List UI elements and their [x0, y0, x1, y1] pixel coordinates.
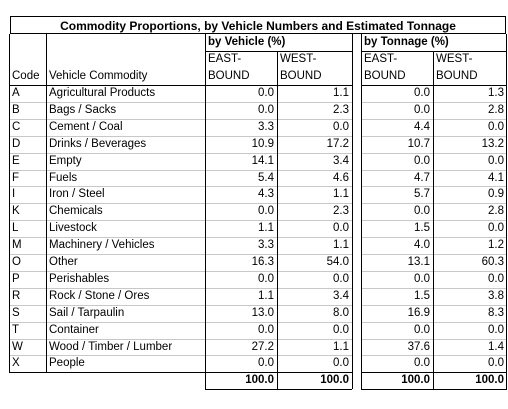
row-ton-east: 1.5 — [414, 289, 430, 302]
row-commodity: Container — [49, 323, 99, 336]
grid-line — [9, 355, 352, 356]
row-code: P — [12, 272, 20, 285]
grid-line — [9, 220, 352, 221]
row-veh-west: 8.0 — [333, 306, 349, 319]
column-header-commodity: Vehicle Commodity — [49, 70, 148, 82]
row-code: C — [12, 120, 21, 133]
row-commodity: Sail / Tarpaulin — [49, 306, 125, 319]
grid-line — [9, 322, 352, 323]
row-code: S — [12, 306, 20, 319]
grid-line — [361, 220, 507, 221]
row-code: I — [12, 188, 16, 201]
grid-line — [361, 271, 507, 272]
table-border — [361, 51, 507, 52]
grid-line — [9, 186, 352, 187]
row-commodity: Cement / Coal — [49, 120, 123, 133]
grid-line — [9, 237, 352, 238]
row-veh-west: 2.3 — [333, 103, 349, 116]
row-veh-east: 14.1 — [251, 154, 274, 167]
grid-line — [361, 339, 507, 340]
row-code: O — [12, 256, 21, 268]
row-code: F — [12, 171, 20, 184]
row-veh-east: 0.0 — [258, 323, 274, 336]
column-header-veh-east-line2: BOUND — [208, 70, 250, 82]
grid-line — [9, 203, 352, 204]
row-ton-east: 0.0 — [414, 154, 430, 167]
row-ton-east: 10.7 — [407, 137, 430, 150]
row-ton-east: 0.0 — [414, 103, 430, 116]
column-header-ton-east-line1: EAST- — [364, 53, 398, 65]
table-border — [361, 389, 507, 390]
table-border — [205, 389, 352, 390]
row-code: M — [12, 239, 22, 252]
total-veh-east: 100.0 — [245, 374, 274, 387]
table-border — [205, 51, 352, 52]
row-commodity: Wood / Timber / Lumber — [49, 340, 173, 353]
grid-line — [361, 322, 507, 323]
row-veh-west: 3.4 — [333, 289, 349, 302]
column-header-veh-east-line1: EAST- — [208, 53, 242, 65]
row-ton-west: 0.9 — [488, 188, 504, 201]
row-ton-west: 8.3 — [488, 306, 504, 319]
column-header-ton-west-line2: BOUND — [436, 70, 478, 82]
group-header-tonnage: by Tonnage (%) — [364, 36, 449, 48]
row-veh-west: 1.1 — [333, 188, 349, 201]
table-border — [277, 51, 278, 389]
row-ton-west: 60.3 — [481, 256, 504, 268]
row-ton-east: 0.0 — [414, 205, 430, 218]
row-commodity: Drinks / Beverages — [49, 137, 147, 150]
grid-line — [361, 203, 507, 204]
row-ton-west: 1.3 — [488, 87, 504, 99]
row-ton-west: 2.8 — [488, 103, 504, 116]
row-ton-east: 16.9 — [407, 306, 430, 319]
grid-line — [9, 339, 352, 340]
row-code: D — [12, 137, 21, 150]
grid-line — [361, 102, 507, 103]
column-header-code: Code — [12, 70, 40, 82]
row-ton-west: 2.8 — [488, 205, 504, 218]
row-ton-east: 1.5 — [414, 222, 430, 235]
grid-line — [361, 288, 507, 289]
row-code: B — [12, 103, 20, 116]
row-veh-east: 0.0 — [258, 87, 274, 99]
row-ton-west: 0.0 — [488, 357, 504, 370]
column-header-veh-west-line2: BOUND — [280, 70, 322, 82]
row-code: T — [12, 323, 20, 336]
row-code: A — [12, 87, 20, 99]
row-code: W — [12, 340, 23, 353]
row-veh-west: 0.0 — [333, 222, 349, 235]
grid-line — [9, 102, 352, 103]
row-commodity: Bags / Sacks — [49, 103, 117, 116]
row-ton-west: 13.2 — [481, 137, 504, 150]
row-commodity: Rock / Stone / Ores — [49, 289, 150, 302]
row-veh-east: 1.1 — [258, 289, 274, 302]
grid-line — [9, 305, 352, 306]
grid-line — [9, 136, 352, 137]
row-veh-west: 1.1 — [333, 340, 349, 353]
row-ton-east: 0.0 — [414, 272, 430, 285]
table-border — [352, 34, 353, 389]
grid-line — [361, 153, 507, 154]
row-veh-east: 0.0 — [258, 272, 274, 285]
grid-line — [9, 153, 352, 154]
row-commodity: Chemicals — [49, 205, 103, 218]
row-veh-west: 1.1 — [333, 239, 349, 252]
table-border — [205, 34, 206, 389]
row-ton-east: 0.0 — [414, 323, 430, 336]
row-ton-east: 5.7 — [414, 188, 430, 201]
row-ton-east: 4.0 — [414, 239, 430, 252]
column-header-ton-west-line1: WEST- — [436, 53, 473, 65]
row-ton-east: 13.1 — [407, 256, 430, 268]
row-veh-east: 10.9 — [251, 137, 274, 150]
table-border — [361, 85, 507, 86]
grid-line — [9, 170, 352, 171]
grid-line — [361, 136, 507, 137]
row-ton-west: 3.8 — [488, 289, 504, 302]
row-veh-west: 4.6 — [333, 171, 349, 184]
grid-line — [361, 237, 507, 238]
row-ton-east: 0.0 — [414, 357, 430, 370]
row-commodity: Machinery / Vehicles — [49, 239, 155, 252]
row-veh-west: 0.0 — [333, 323, 349, 336]
group-header-vehicle: by Vehicle (%) — [208, 36, 286, 48]
row-code: R — [12, 289, 21, 302]
row-ton-west: 4.1 — [488, 171, 504, 184]
total-veh-west: 100.0 — [320, 374, 349, 387]
row-ton-west: 0.0 — [488, 272, 504, 285]
grid-line — [361, 186, 507, 187]
row-code: L — [12, 222, 19, 235]
row-ton-east: 4.4 — [414, 120, 430, 133]
total-ton-west: 100.0 — [475, 374, 504, 387]
row-veh-east: 1.1 — [258, 222, 274, 235]
table-border — [506, 34, 507, 389]
row-ton-west: 0.0 — [488, 120, 504, 133]
row-veh-east: 16.3 — [251, 256, 274, 268]
row-veh-east: 0.0 — [258, 357, 274, 370]
row-veh-west: 0.0 — [333, 272, 349, 285]
table-border — [9, 372, 352, 373]
row-commodity: Perishables — [49, 272, 110, 285]
row-commodity: Empty — [49, 154, 82, 167]
row-ton-east: 4.7 — [414, 171, 430, 184]
table-border — [433, 51, 434, 389]
grid-line — [9, 119, 352, 120]
row-veh-west: 2.3 — [333, 205, 349, 218]
row-commodity: Livestock — [49, 222, 97, 235]
grid-line — [361, 305, 507, 306]
row-ton-west: 0.0 — [488, 154, 504, 167]
row-commodity: Iron / Steel — [49, 188, 105, 201]
row-commodity: Fuels — [49, 171, 78, 184]
row-veh-east: 0.0 — [258, 205, 274, 218]
row-code: X — [12, 357, 20, 370]
grid-line — [9, 271, 352, 272]
row-veh-east: 13.0 — [251, 306, 274, 319]
total-ton-east: 100.0 — [401, 374, 430, 387]
grid-line — [361, 170, 507, 171]
row-commodity: People — [49, 357, 85, 370]
row-veh-west: 0.0 — [333, 357, 349, 370]
row-ton-east: 0.0 — [414, 87, 430, 99]
table-border — [361, 372, 507, 373]
row-ton-west: 0.0 — [488, 222, 504, 235]
row-veh-west: 54.0 — [326, 256, 349, 268]
row-ton-west: 1.4 — [488, 340, 504, 353]
row-commodity: Other — [49, 256, 78, 268]
grid-line — [9, 254, 352, 255]
row-veh-east: 3.3 — [258, 239, 274, 252]
row-ton-east: 37.6 — [407, 340, 430, 353]
table-title: Commodity Proportions, by Vehicle Numbers and Estimated Tonnage — [10, 16, 506, 34]
table-border — [361, 34, 362, 389]
column-header-ton-east-line2: BOUND — [364, 70, 406, 82]
row-code: K — [12, 205, 20, 218]
row-veh-west: 0.0 — [333, 120, 349, 133]
row-veh-east: 0.0 — [258, 103, 274, 116]
row-code: E — [12, 154, 20, 167]
row-veh-west: 17.2 — [326, 137, 349, 150]
row-ton-west: 1.2 — [488, 239, 504, 252]
grid-line — [361, 355, 507, 356]
row-veh-east: 5.4 — [258, 171, 274, 184]
row-ton-west: 0.0 — [488, 323, 504, 336]
row-veh-west: 3.4 — [333, 154, 349, 167]
grid-line — [9, 288, 352, 289]
grid-line — [361, 254, 507, 255]
row-veh-west: 1.1 — [333, 87, 349, 99]
table-border — [9, 85, 352, 86]
row-veh-east: 4.3 — [258, 188, 274, 201]
grid-line — [361, 119, 507, 120]
row-veh-east: 3.3 — [258, 120, 274, 133]
column-header-veh-west-line1: WEST- — [280, 53, 317, 65]
commodity-table — [9, 15, 507, 392]
row-veh-east: 27.2 — [251, 340, 274, 353]
row-commodity: Agricultural Products — [49, 87, 156, 99]
